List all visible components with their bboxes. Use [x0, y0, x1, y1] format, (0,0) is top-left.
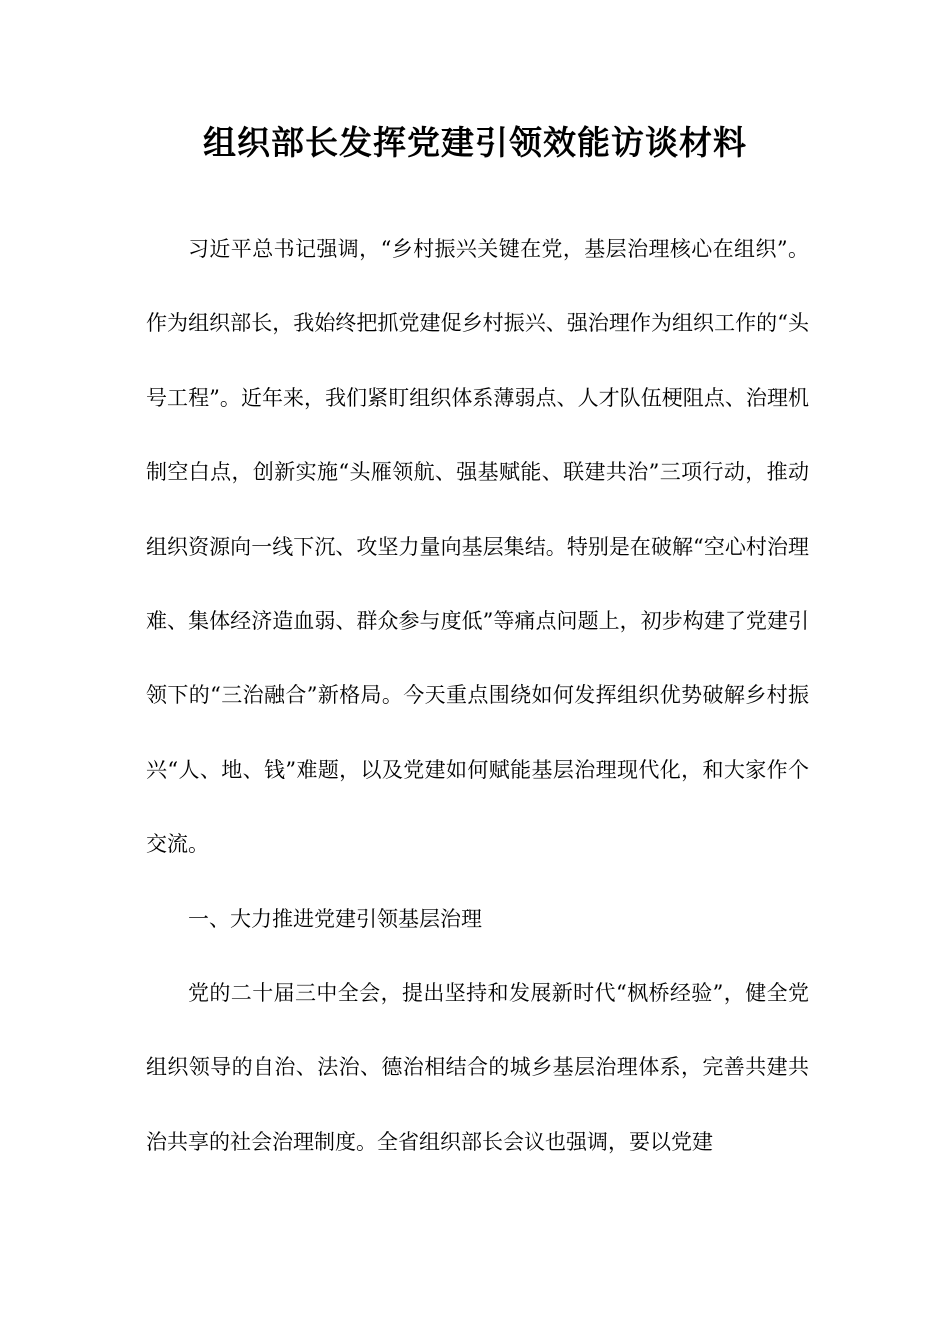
- intro-paragraph: 习近平总书记强调，“乡村振兴关键在党，基层治理核心在组织”。作为组织部长，我始终把抓党建促乡村振兴、强治理作为组织工作的“头号工程”。近年来，我们紧盯组织体系薄弱点、人才队伍梗阻点、治理机制空白点，创新实施“头雁领航、强基赋能、联建共治”三项行动，推动组织资源向一线下沉、攻坚力量向基层集结。特别是在破解“空心村治理难、集体经济造血弱、群众参与度低”等痛点问题上，初步构建了党建引领下的“三治融合”新格局。今天重点围绕如何发挥组织优势破解乡村振兴“人、地、钱”难题，以及党建如何赋能基层治理现代化，和大家作个交流。: [146, 237, 809, 857]
- document-body: [146, 212, 809, 1179]
- section-heading: 一、大力推进党建引领基层治理: [188, 906, 482, 931]
- section-paragraph: 党的二十届三中全会，提出坚持和发展新时代“枫桥经验”，健全党组织领导的自治、法治、德治相结合的城乡基层治理体系，完善共建共治共享的社会治理制度。全省组织部长会议也强调，要以党建: [146, 981, 809, 1154]
- document-title: 组织部长发挥党建引领效能访谈材料: [203, 123, 747, 162]
